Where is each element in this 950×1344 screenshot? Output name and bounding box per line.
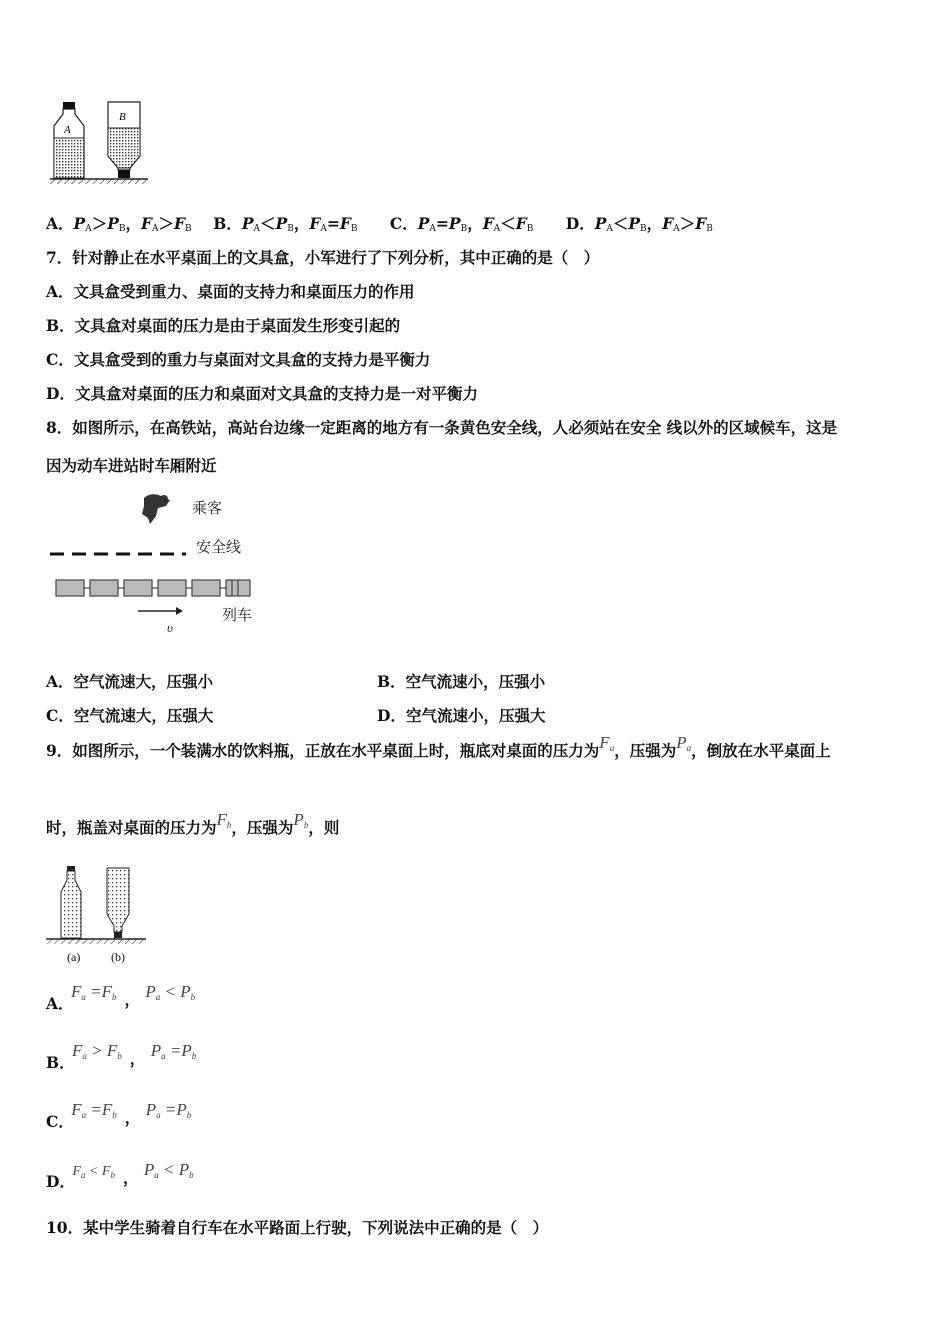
q6-option-b[interactable]: B．$P_A<P_B$，$F_A=F_B$ bbox=[213, 214, 358, 234]
q7-option-a[interactable]: A．文具盒受到重力、桌面的支持力和桌面压力的作用 bbox=[46, 282, 415, 301]
passenger-label: 乘客 bbox=[192, 499, 223, 517]
safety-line-label: 安全线 bbox=[196, 538, 242, 556]
q7-option-d[interactable]: D．文具盒对桌面的压力和桌面对文具盒的支持力是一对平衡力 bbox=[46, 384, 478, 403]
q6-option-a[interactable]: A．$P_A>P_B$，$F_A>F_B$ bbox=[46, 214, 192, 234]
q6-bottles-figure bbox=[44, 98, 154, 184]
q7-option-c[interactable]: C．文具盒受到的重力与桌面对文具盒的支持力是平衡力 bbox=[46, 350, 431, 369]
bottle-b-label: B bbox=[119, 111, 126, 123]
q9-label-b: (b) bbox=[111, 950, 125, 964]
q9-option-a[interactable]: A． Fa =Fb ， Pa < Pb bbox=[46, 982, 196, 1013]
q9-option-c[interactable]: C． Fa =Fb ， Pa =Pb bbox=[46, 1100, 192, 1131]
passenger-icon bbox=[142, 494, 170, 524]
velocity-label: υ bbox=[167, 620, 173, 635]
q10-stem: 10．某中学生骑着自行车在水平路面上行驶，下列说法中正确的是（ ） bbox=[46, 1218, 549, 1237]
q7-option-b[interactable]: B．文具盒对桌面的压力是由于桌面发生形变引起的 bbox=[46, 316, 401, 335]
q7-stem: 7．针对静止在水平桌面上的文具盒，小军进行了下列分析，其中正确的是（ ） bbox=[46, 248, 600, 267]
q8-stem-line1: 8．如图所示，在高铁站，高站台边缘一定距离的地方有一条黄色安全线，人必须站在安全 线以外的区域候车，这是 bbox=[46, 418, 838, 437]
q8-option-c[interactable]: C．空气流速大，压强大 bbox=[46, 706, 214, 725]
q9-label-a: (a) bbox=[67, 950, 81, 964]
q9-stem-line2: 时，瓶盖对桌面的压力为Fb，压强为Pb，则 bbox=[46, 810, 340, 837]
train-label: 列车 bbox=[222, 606, 253, 624]
q9-bottles-figure bbox=[44, 862, 150, 972]
q6-option-d[interactable]: D．$P_A<P_B$，$F_A>F_B$ bbox=[565, 214, 713, 234]
train-icon bbox=[56, 580, 250, 596]
velocity-arrow-icon bbox=[138, 607, 183, 615]
q6-options bbox=[46, 212, 713, 234]
q8-stem-line2: 因为动车进站时车厢附近 bbox=[46, 456, 217, 475]
q9-stem-line1: 9．如图所示，一个装满水的饮料瓶，正放在水平桌面上时，瓶底对桌面的压力为Fa，压强为Pa，倒放在水平桌面上 bbox=[46, 733, 831, 760]
q6-option-c[interactable]: C．$P_A=P_B$，$F_A<F_B$ bbox=[389, 214, 534, 234]
q9-option-d[interactable]: D． $F_a < F_b$ ， Pa < Pb bbox=[46, 1160, 194, 1191]
q8-option-d[interactable]: D．空气流速小，压强大 bbox=[377, 706, 546, 725]
q8-option-a[interactable]: A．空气流速大，压强小 bbox=[46, 672, 214, 691]
bottle-a-label: A bbox=[64, 124, 71, 136]
q9-option-b[interactable]: B． Fa > Fb ， Pa =Pb bbox=[46, 1041, 197, 1072]
q8-option-b[interactable]: B．空气流速小，压强小 bbox=[377, 672, 546, 691]
